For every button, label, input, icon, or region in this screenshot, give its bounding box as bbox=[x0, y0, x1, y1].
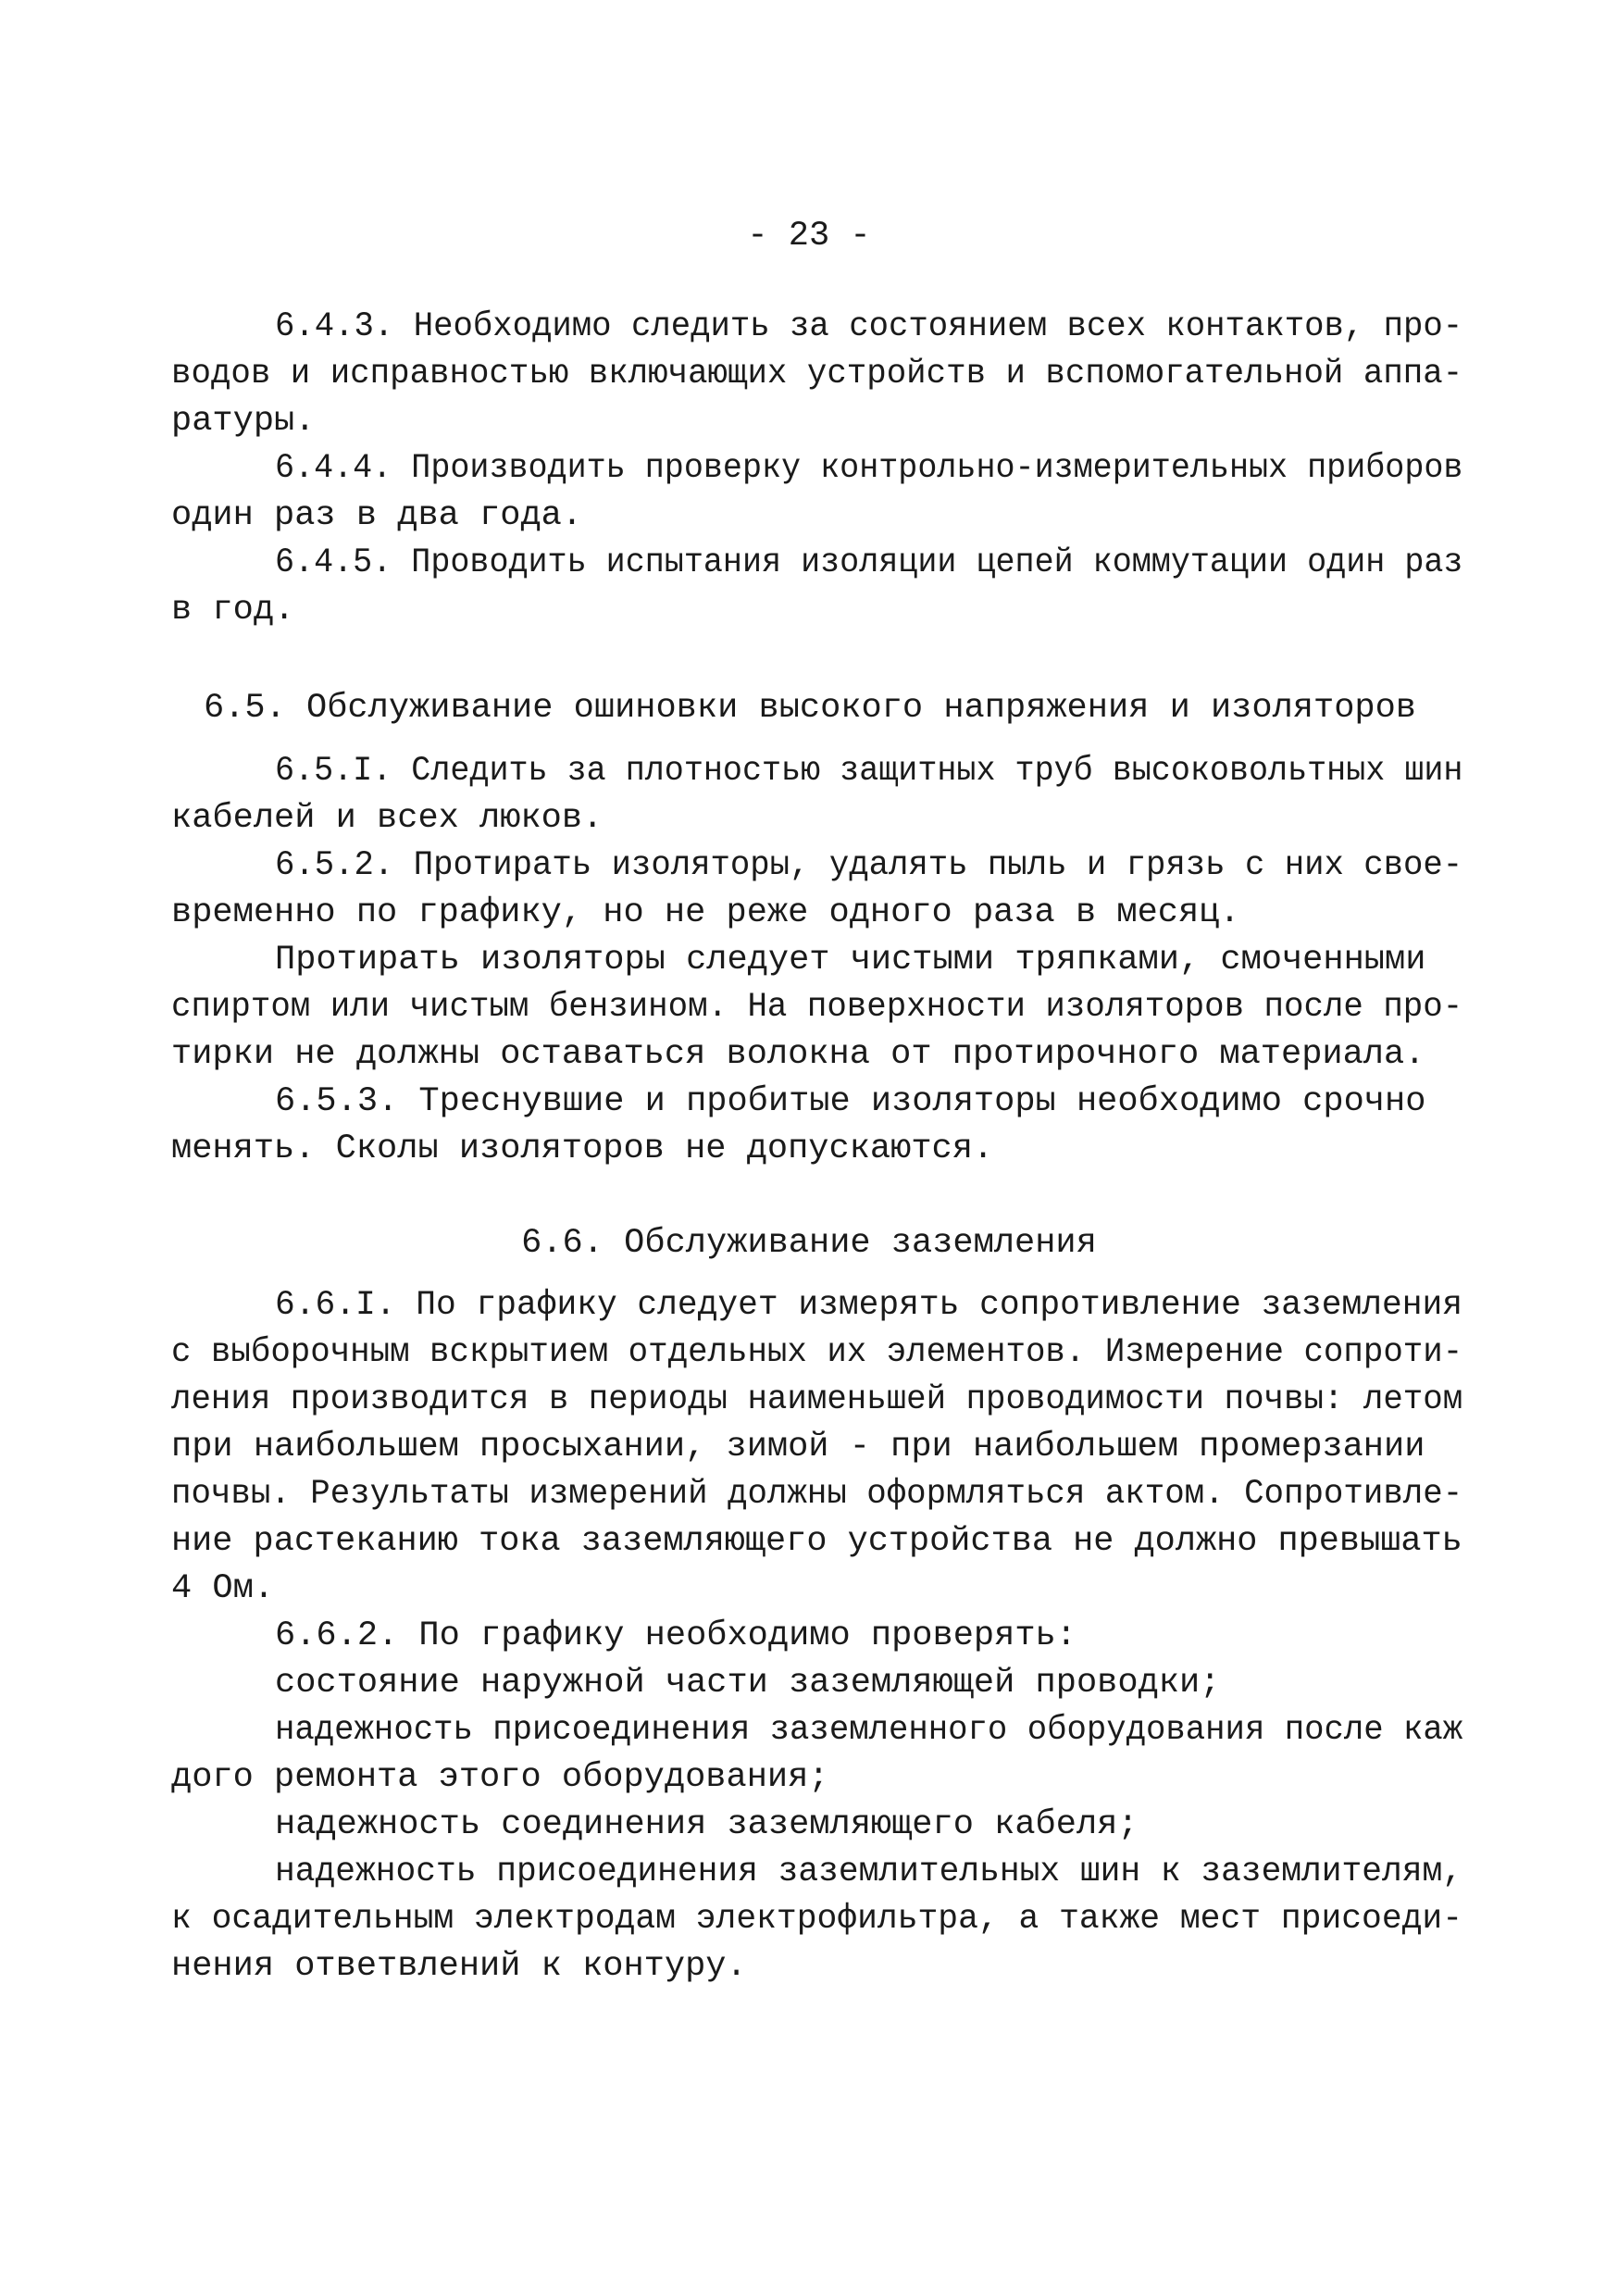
paragraph-6-5-2-line-2: временно по графику, но не реже одного раза в месяц. bbox=[171, 893, 1240, 932]
check-item-2-line-1: надежность присоединения заземленного оборудования после каж bbox=[275, 1711, 1463, 1750]
check-item-1: состояние наружной части заземляющей проводки; bbox=[275, 1664, 1221, 1703]
paragraph-6-6-1-line-3: ления производится в периоды наименьшей проводимости почвы: летом bbox=[171, 1380, 1463, 1419]
check-item-4-line-1: надежность присоединения заземлительных шин к заземлителям, bbox=[275, 1853, 1463, 1891]
paragraph-6-5-3-line-2: менять. Сколы изоляторов не допускаются. bbox=[171, 1129, 994, 1168]
paragraph-6-4-3-line-3: ратуры. bbox=[171, 402, 316, 441]
paragraph-wiping-line-3: тирки не должны оставаться волокна от протирочного материала. bbox=[171, 1035, 1425, 1074]
paragraph-6-6-1-line-4: при наибольшем просыхании, зимой - при наибольшем промерзании bbox=[171, 1428, 1425, 1466]
paragraph-6-4-4-line-2: один раз в два года. bbox=[171, 496, 583, 535]
paragraph-6-4-3-line-1: 6.4.3. Необходимо следить за состоянием всех контактов, про- bbox=[275, 307, 1463, 346]
paragraph-6-6-1-line-5: почвы. Результаты измерений должны оформляться актом. Сопротивле- bbox=[171, 1475, 1463, 1514]
section-heading-6-6: 6.6. Обслуживание заземления bbox=[521, 1224, 1097, 1263]
paragraph-6-5-2-line-1: 6.5.2. Протирать изоляторы, удалять пыль и грязь с них свое- bbox=[275, 846, 1463, 885]
paragraph-6-5-1-line-2: кабелей и всех люков. bbox=[171, 799, 604, 838]
paragraph-6-6-1-line-6: ние растеканию тока заземляющего устройства не должно превышать bbox=[171, 1522, 1462, 1561]
paragraph-6-5-1-line-1: 6.5.I. Следить за плотностью защитных труб высоковольтных шин bbox=[275, 752, 1463, 791]
check-item-4-line-2: к осадительным электродам электрофильтра, а также мест присоеди- bbox=[171, 1900, 1463, 1939]
paragraph-6-4-5-line-1: 6.4.5. Проводить испытания изоляции цепей коммутации один раз bbox=[275, 543, 1463, 582]
paragraph-6-6-1-line-1: 6.6.I. По графику следует измерять сопротивление заземления bbox=[275, 1286, 1463, 1325]
check-item-3: надежность соединения заземляющего кабеля; bbox=[275, 1805, 1139, 1844]
paragraph-6-4-3-line-2: водов и исправностью включающих устройств и вспомогательной аппа- bbox=[171, 355, 1463, 393]
check-item-4-line-3: нения ответвлений к контуру. bbox=[171, 1947, 747, 1986]
paragraph-6-6-1-line-2: с выборочным вскрытием отдельных их элементов. Измерение сопроти- bbox=[171, 1333, 1463, 1372]
page-number: - 23 - bbox=[747, 217, 871, 256]
paragraph-6-6-1-line-7: 4 Ом. bbox=[171, 1569, 275, 1608]
section-heading-6-5: 6.5. Обслуживание ошиновки высокого напряжения и изоляторов bbox=[204, 689, 1417, 728]
paragraph-wiping-line-2: спиртом или чистым бензином. На поверхности изоляторов после про- bbox=[171, 988, 1463, 1027]
paragraph-wiping-line-1: Протирать изоляторы следует чистыми тряпками, смоченными bbox=[275, 941, 1426, 980]
paragraph-6-6-2-line-1: 6.6.2. По графику необходимо проверять: bbox=[275, 1616, 1077, 1655]
paragraph-6-5-3-line-1: 6.5.3. Треснувшие и пробитые изоляторы необходимо срочно bbox=[275, 1082, 1426, 1121]
check-item-2-line-2: дого ремонта этого оборудования; bbox=[171, 1758, 829, 1797]
paragraph-6-4-4-line-1: 6.4.4. Производить проверку контрольно-измерительных приборов bbox=[275, 449, 1463, 488]
paragraph-6-4-5-line-2: в год. bbox=[171, 591, 295, 630]
